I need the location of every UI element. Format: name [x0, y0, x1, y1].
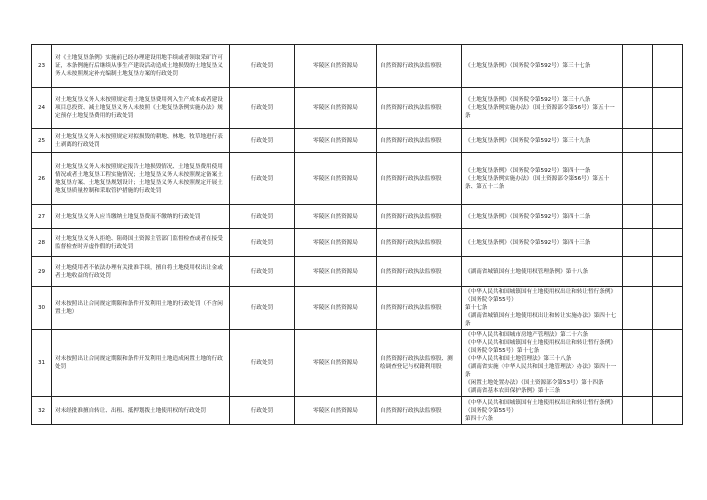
legal-basis-cell: 《土地复垦条例》（国务院令第592号）第三十七条 [462, 45, 623, 88]
empty-cell [653, 330, 683, 397]
item-type-cell: 行政处罚 [230, 229, 295, 257]
responsible-unit-cell: 自然资源行政执法监察股 [377, 229, 462, 257]
table-row [32, 129, 683, 153]
item-name-cell: 对未按照出让合同规定期限和条件开发利用土地造成闲置土地的行政处罚 [52, 330, 230, 397]
item-name-cell: 对土地复垦义务人应当缴纳土地复垦费而不缴纳的行政处罚 [52, 205, 230, 229]
department-cell: 零陵区自然资源局 [295, 397, 377, 425]
row-number-cell: 26 [32, 153, 52, 205]
table-row [32, 45, 683, 88]
legal-basis-cell: 《土地复垦条例》（国务院令第592号）第三十九条 [462, 129, 623, 153]
item-name-cell: 对未经批准擅自转让、出租、抵押划拨土地使用权的行政处罚 [52, 397, 230, 425]
item-type-cell: 行政处罚 [230, 257, 295, 287]
legal-basis-cell: 《中华人民共和国城市房地产管理法》第二十六条 《中华人民共和国城镇国有土地使用权出让和转让暂行条例》（国务院令第55号）第十七条 《中华人民共和国土地管理法》第三十八条 《湖南省实施〈中华人民共和国土地管理法〉办法》第四十一条 《闲置土地处置办法》（国土资源部令第53号）第十四条 《湖南省基本农田保护条例》第十三条 [462, 330, 623, 397]
row-number-cell: 23 [32, 45, 52, 88]
item-type-cell: 行政处罚 [230, 45, 295, 88]
department-cell: 零陵区自然资源局 [295, 287, 377, 330]
empty-cell [623, 287, 653, 330]
table-row [32, 397, 683, 425]
empty-cell [623, 153, 653, 205]
department-cell: 零陵区自然资源局 [295, 205, 377, 229]
row-number-cell: 28 [32, 229, 52, 257]
empty-cell [623, 205, 653, 229]
department-cell: 零陵区自然资源局 [295, 153, 377, 205]
table-row [32, 229, 683, 257]
responsible-unit-cell: 自然资源行政执法监察股 [377, 88, 462, 129]
table-row [32, 88, 683, 129]
empty-cell [623, 229, 653, 257]
item-type-cell: 行政处罚 [230, 397, 295, 425]
responsible-unit-cell: 自然资源行政执法监察股 [377, 397, 462, 425]
responsible-unit-cell: 自然资源行政执法监察股 [377, 129, 462, 153]
department-cell: 零陵区自然资源局 [295, 88, 377, 129]
item-type-cell: 行政处罚 [230, 88, 295, 129]
legal-basis-cell: 《中华人民共和国城镇国有土地使用权出让和转让暂行条例》（国务院令第55号） 第十七条 《湖南省城镇国有土地使用权出让和转让实施办法》第四十七条 [462, 287, 623, 330]
row-number-cell: 25 [32, 129, 52, 153]
responsible-unit-cell: 自然资源行政执法监察股 [377, 287, 462, 330]
empty-cell [653, 153, 683, 205]
department-cell: 零陵区自然资源局 [295, 330, 377, 397]
responsible-unit-cell: 自然资源行政执法监察股 [377, 45, 462, 88]
empty-cell [623, 45, 653, 88]
table-row [32, 330, 683, 397]
empty-cell [623, 397, 653, 425]
empty-cell [623, 88, 653, 129]
department-cell: 零陵区自然资源局 [295, 45, 377, 88]
row-number-cell: 29 [32, 257, 52, 287]
item-type-cell: 行政处罚 [230, 287, 295, 330]
row-number-cell: 31 [32, 330, 52, 397]
empty-cell [623, 257, 653, 287]
item-type-cell: 行政处罚 [230, 330, 295, 397]
legal-basis-cell: 《土地复垦条例》（国务院令第592号）第三十八条 《土地复垦条例实施办法》（国土资源部令第56号）第五十一条 [462, 88, 623, 129]
table-row [32, 153, 683, 205]
responsible-unit-cell: 自然资源行政执法监察股 [377, 205, 462, 229]
department-cell: 零陵区自然资源局 [295, 129, 377, 153]
row-number-cell: 30 [32, 287, 52, 330]
penalty-items-table [31, 44, 683, 425]
legal-basis-cell: 《土地复垦条例》（国务院令第592号）第四十二条 [462, 205, 623, 229]
responsible-unit-cell: 自然资源行政执法监察股 [377, 153, 462, 205]
empty-cell [623, 330, 653, 397]
legal-basis-cell: 《土地复垦条例》（国务院令第592号）第四十一条 《土地复垦条例实施办法》（国土资源部令第56号）第五十条、第五十二条 [462, 153, 623, 205]
item-name-cell: 对土地使用者不依法办理有关批准手续，擅自将土地使用权出让金或者土地收益的行政处罚 [52, 257, 230, 287]
empty-cell [653, 129, 683, 153]
empty-cell [653, 205, 683, 229]
item-name-cell: 对土地复垦义务人拒绝、阻碍国土资源主管部门监督检查或者在接受监督检查时弄虚作假的行政处罚 [52, 229, 230, 257]
responsible-unit-cell: 自然资源行政执法监察股、测绘调查登记与权籍利用股 [377, 330, 462, 397]
item-type-cell: 行政处罚 [230, 153, 295, 205]
empty-cell [653, 397, 683, 425]
row-number-cell: 32 [32, 397, 52, 425]
empty-cell [653, 45, 683, 88]
item-name-cell: 对《土地复垦条例》实施前已经办理建设用地手续或者领取采矿许可证，本条例施行后继续从事生产建设活动造成土地损毁的土地复垦义务人未按照规定补充编制土地复垦方案的行政处罚 [52, 45, 230, 88]
item-name-cell: 对土地复垦义务人未按照规定将土地复垦费用列入生产成本或者建设项目总投资、减土地复垦义务人未按照《土地复垦条例实施办法》规定预存土地复垦费用的行政处罚 [52, 88, 230, 129]
empty-cell [653, 88, 683, 129]
table-row [32, 205, 683, 229]
item-name-cell: 对未按照出让合同规定期限和条件开发利用土地的行政处罚（不含闲置土地） [52, 287, 230, 330]
department-cell: 零陵区自然资源局 [295, 229, 377, 257]
empty-cell [653, 257, 683, 287]
legal-basis-cell: 《湖南省城镇国有土地使用权管理条例》第十八条 [462, 257, 623, 287]
legal-basis-cell: 《中华人民共和国城镇国有土地使用权出让和转让暂行条例》（国务院令第55号） 第四十六条 [462, 397, 623, 425]
empty-cell [653, 229, 683, 257]
row-number-cell: 27 [32, 205, 52, 229]
item-type-cell: 行政处罚 [230, 205, 295, 229]
item-type-cell: 行政处罚 [230, 129, 295, 153]
empty-cell [653, 287, 683, 330]
item-name-cell: 对土地复垦义务人未按照规定对拟损毁的耕地、林地、牧草地进行表土剥离的行政处罚 [52, 129, 230, 153]
item-name-cell: 对土地复垦义务人未按照规定报告土地损毁情况、土地复垦费用使用情况或者土地复垦工程实施情况；土地复垦义务人未按照规定备案土地复垦方案、土地复垦规划设计；土地复垦义务人未按照规定开展土地复垦质量控制和采取管护措施的行政处罚 [52, 153, 230, 205]
row-number-cell: 24 [32, 88, 52, 129]
table-row [32, 257, 683, 287]
empty-cell [623, 129, 653, 153]
legal-basis-cell: 《土地复垦条例》（国务院令第592号）第四十三条 [462, 229, 623, 257]
department-cell: 零陵区自然资源局 [295, 257, 377, 287]
responsible-unit-cell: 自然资源行政执法监察股 [377, 257, 462, 287]
table-row [32, 287, 683, 330]
